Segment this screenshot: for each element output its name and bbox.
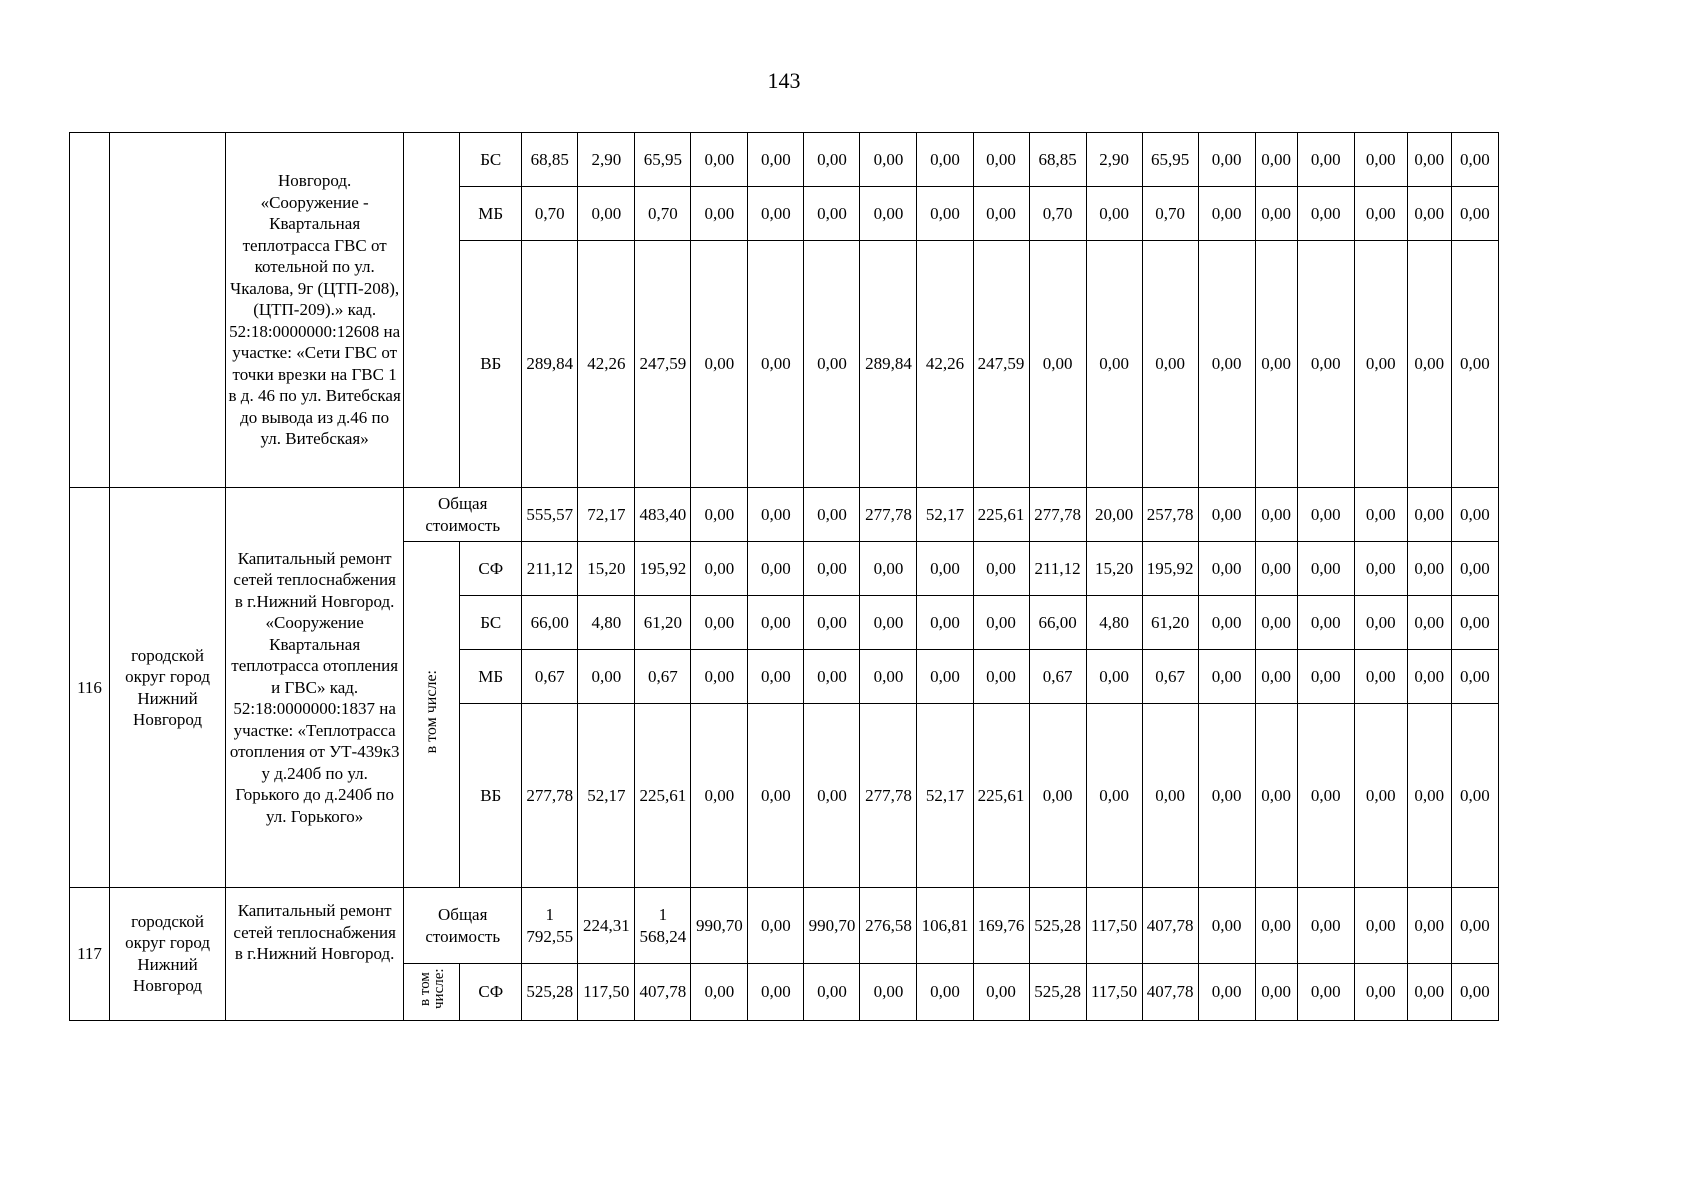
value-cell: 15,20 <box>1086 542 1142 596</box>
value-cell: 407,78 <box>1142 964 1198 1021</box>
value-cell: 0,00 <box>578 187 635 241</box>
total-value-cell: 257,78 <box>1142 488 1198 542</box>
value-cell: 0,00 <box>691 704 748 888</box>
value-cell: 0,00 <box>748 542 804 596</box>
value-cell: 247,59 <box>635 241 691 488</box>
value-cell: 0,00 <box>748 964 804 1021</box>
value-cell: 247,59 <box>973 241 1029 488</box>
value-cell: 2,90 <box>1086 133 1142 187</box>
total-value-cell: 555,57 <box>522 488 578 542</box>
row-number: 116 <box>70 488 110 888</box>
value-cell: 61,20 <box>1142 596 1198 650</box>
table-row <box>70 133 1499 187</box>
total-value-cell: 525,28 <box>1029 888 1086 964</box>
total-value-cell: 106,81 <box>917 888 973 964</box>
group-label-cell: в том числе: <box>404 542 460 888</box>
value-cell: 0,70 <box>1029 187 1086 241</box>
total-value-cell: 0,00 <box>1198 488 1255 542</box>
value-cell: 525,28 <box>1029 964 1086 1021</box>
funding-source-label: МБ <box>460 187 522 241</box>
total-value-cell: 0,00 <box>1451 488 1498 542</box>
value-cell: 0,00 <box>860 964 917 1021</box>
value-cell: 0,00 <box>1198 542 1255 596</box>
value-cell: 0,00 <box>1407 596 1451 650</box>
value-cell: 0,00 <box>748 241 804 488</box>
table-body <box>70 133 1499 1021</box>
total-value-cell: 0,00 <box>1407 488 1451 542</box>
budget-table <box>69 132 1499 1021</box>
value-cell: 0,00 <box>973 187 1029 241</box>
total-value-cell: 72,17 <box>578 488 635 542</box>
value-cell: 0,00 <box>1451 964 1498 1021</box>
value-cell: 0,00 <box>860 187 917 241</box>
value-cell: 65,95 <box>1142 133 1198 187</box>
value-cell: 0,00 <box>1407 704 1451 888</box>
value-cell: 277,78 <box>522 704 578 888</box>
value-cell: 0,70 <box>635 187 691 241</box>
total-value-cell: 0,00 <box>1354 888 1407 964</box>
total-cost-label: Общая стоимость <box>404 888 522 964</box>
value-cell: 0,00 <box>691 187 748 241</box>
value-cell: 211,12 <box>522 542 578 596</box>
total-value-cell: 407,78 <box>1142 888 1198 964</box>
value-cell: 0,00 <box>1451 241 1498 488</box>
value-cell: 0,00 <box>917 542 973 596</box>
value-cell: 0,00 <box>691 542 748 596</box>
value-cell: 4,80 <box>1086 596 1142 650</box>
value-cell: 52,17 <box>578 704 635 888</box>
object-description: Капитальный ремонт сетей теплоснабжения в г.Нижний Новгород. «Сооружение Квартальная теплотрасса отопления и ГВС» кад. 52:18:0000000:1837 на участке: «Теплотрасса отопления от УТ-439к3 у д.240б по ул. Горького до д.240б по ул. Горького» <box>226 488 404 888</box>
total-value-cell: 169,76 <box>973 888 1029 964</box>
value-cell: 0,00 <box>1255 133 1297 187</box>
funding-source-label: ВБ <box>460 704 522 888</box>
value-cell: 0,00 <box>691 596 748 650</box>
value-cell: 0,00 <box>1198 187 1255 241</box>
value-cell: 0,00 <box>1297 187 1354 241</box>
total-value-cell: 0,00 <box>1451 888 1498 964</box>
value-cell: 0,00 <box>691 133 748 187</box>
value-cell: 0,00 <box>860 542 917 596</box>
value-cell: 66,00 <box>1029 596 1086 650</box>
funding-source-label: ВБ <box>460 241 522 488</box>
value-cell: 0,00 <box>1297 241 1354 488</box>
total-value-cell: 277,78 <box>1029 488 1086 542</box>
value-cell: 0,00 <box>1255 650 1297 704</box>
value-cell: 0,00 <box>804 596 860 650</box>
total-value-cell: 117,50 <box>1086 888 1142 964</box>
value-cell: 289,84 <box>860 241 917 488</box>
total-value-cell: 990,70 <box>804 888 860 964</box>
value-cell: 407,78 <box>635 964 691 1021</box>
value-cell: 0,00 <box>1451 650 1498 704</box>
total-value-cell: 225,61 <box>973 488 1029 542</box>
value-cell: 0,00 <box>748 650 804 704</box>
value-cell: 0,70 <box>522 187 578 241</box>
total-value-cell: 52,17 <box>917 488 973 542</box>
value-cell: 0,00 <box>1297 133 1354 187</box>
value-cell: 66,00 <box>522 596 578 650</box>
value-cell: 0,00 <box>1255 187 1297 241</box>
value-cell: 0,00 <box>1451 133 1498 187</box>
value-cell: 0,00 <box>804 542 860 596</box>
value-cell: 0,00 <box>1297 964 1354 1021</box>
value-cell: 277,78 <box>860 704 917 888</box>
total-value-cell: 1 792,55 <box>522 888 578 964</box>
value-cell: 0,00 <box>748 187 804 241</box>
value-cell: 0,00 <box>1086 241 1142 488</box>
value-cell: 0,00 <box>1451 187 1498 241</box>
total-value-cell: 224,31 <box>578 888 635 964</box>
value-cell: 0,00 <box>1297 542 1354 596</box>
total-value-cell: 0,00 <box>804 488 860 542</box>
value-cell: 0,00 <box>860 133 917 187</box>
value-cell: 0,00 <box>1354 650 1407 704</box>
total-value-cell: 0,00 <box>1198 888 1255 964</box>
page-number: 143 <box>767 68 801 93</box>
value-cell: 15,20 <box>578 542 635 596</box>
funding-source-label: СФ <box>460 542 522 596</box>
value-cell: 0,00 <box>1198 241 1255 488</box>
value-cell: 0,00 <box>1297 596 1354 650</box>
value-cell: 117,50 <box>1086 964 1142 1021</box>
value-cell: 225,61 <box>635 704 691 888</box>
value-cell: 4,80 <box>578 596 635 650</box>
total-value-cell: 0,00 <box>1297 488 1354 542</box>
value-cell: 0,00 <box>917 187 973 241</box>
value-cell: 0,00 <box>1255 596 1297 650</box>
total-value-cell: 0,00 <box>1354 488 1407 542</box>
value-cell: 195,92 <box>1142 542 1198 596</box>
value-cell: 0,00 <box>804 133 860 187</box>
value-cell: 211,12 <box>1029 542 1086 596</box>
value-cell: 0,00 <box>1451 542 1498 596</box>
value-cell: 0,00 <box>1198 704 1255 888</box>
total-cost-label: Общая стоимость <box>404 488 522 542</box>
value-cell: 0,00 <box>917 596 973 650</box>
value-cell: 0,00 <box>1086 187 1142 241</box>
value-cell: 0,00 <box>578 650 635 704</box>
value-cell: 0,67 <box>1029 650 1086 704</box>
value-cell: 0,00 <box>1354 542 1407 596</box>
value-cell: 0,00 <box>804 704 860 888</box>
value-cell: 0,00 <box>748 704 804 888</box>
value-cell: 0,00 <box>1255 704 1297 888</box>
group-label-cell <box>404 133 460 488</box>
total-value-cell: 1 568,24 <box>635 888 691 964</box>
value-cell: 0,00 <box>973 596 1029 650</box>
value-cell: 0,00 <box>917 964 973 1021</box>
value-cell: 0,00 <box>1451 596 1498 650</box>
total-value-cell: 20,00 <box>1086 488 1142 542</box>
table-row <box>70 488 1499 542</box>
value-cell: 0,00 <box>1029 241 1086 488</box>
group-label-cell: в том числе: <box>404 964 460 1021</box>
value-cell: 225,61 <box>973 704 1029 888</box>
value-cell: 0,00 <box>1451 704 1498 888</box>
value-cell: 42,26 <box>917 241 973 488</box>
value-cell: 0,00 <box>917 650 973 704</box>
value-cell: 0,00 <box>860 650 917 704</box>
total-value-cell: 276,58 <box>860 888 917 964</box>
value-cell: 0,00 <box>1297 650 1354 704</box>
total-value-cell: 0,00 <box>748 488 804 542</box>
total-value-cell: 0,00 <box>748 888 804 964</box>
object-description: Новгород. «Сооружение - Квартальная теплотрасса ГВС от котельной по ул. Чкалова, 9г (ЦТП-208), (ЦТП-209).» кад. 52:18:0000000:12608 на участке: «Сети ГВС от точки врезки на ГВС 1 в д. 46 по ул. Витебская до вывода из д.46 по ул. Витебская» <box>226 133 404 488</box>
value-cell: 0,00 <box>1297 704 1354 888</box>
value-cell: 0,00 <box>973 542 1029 596</box>
value-cell: 0,00 <box>1407 964 1451 1021</box>
value-cell: 52,17 <box>917 704 973 888</box>
value-cell: 0,70 <box>1142 187 1198 241</box>
value-cell: 0,00 <box>691 241 748 488</box>
value-cell: 0,00 <box>804 241 860 488</box>
total-value-cell: 0,00 <box>1255 488 1297 542</box>
value-cell: 0,00 <box>1407 542 1451 596</box>
value-cell: 195,92 <box>635 542 691 596</box>
total-value-cell: 0,00 <box>1297 888 1354 964</box>
value-cell: 0,67 <box>522 650 578 704</box>
value-cell: 0,67 <box>635 650 691 704</box>
value-cell: 0,00 <box>1198 596 1255 650</box>
value-cell: 0,00 <box>1407 241 1451 488</box>
municipality-cell <box>110 133 226 488</box>
total-value-cell: 483,40 <box>635 488 691 542</box>
funding-source-label: МБ <box>460 650 522 704</box>
value-cell: 0,00 <box>1142 241 1198 488</box>
value-cell: 0,00 <box>691 964 748 1021</box>
value-cell: 0,00 <box>973 650 1029 704</box>
value-cell: 0,00 <box>1198 133 1255 187</box>
value-cell: 68,85 <box>522 133 578 187</box>
value-cell: 0,00 <box>748 133 804 187</box>
value-cell: 0,00 <box>1354 964 1407 1021</box>
value-cell: 0,67 <box>1142 650 1198 704</box>
value-cell: 0,00 <box>1407 650 1451 704</box>
value-cell: 0,00 <box>1198 964 1255 1021</box>
table-row <box>70 888 1499 964</box>
total-value-cell: 0,00 <box>691 488 748 542</box>
value-cell: 0,00 <box>1142 704 1198 888</box>
municipality-cell: городской округ город Нижний Новгород <box>110 488 226 888</box>
value-cell: 61,20 <box>635 596 691 650</box>
value-cell: 0,00 <box>1029 704 1086 888</box>
value-cell: 0,00 <box>1354 133 1407 187</box>
row-number <box>70 133 110 488</box>
value-cell: 0,00 <box>973 964 1029 1021</box>
total-value-cell: 0,00 <box>1407 888 1451 964</box>
value-cell: 525,28 <box>522 964 578 1021</box>
value-cell: 0,00 <box>1086 650 1142 704</box>
value-cell: 0,00 <box>1354 704 1407 888</box>
value-cell: 2,90 <box>578 133 635 187</box>
value-cell: 0,00 <box>1407 187 1451 241</box>
value-cell: 42,26 <box>578 241 635 488</box>
value-cell: 0,00 <box>1407 133 1451 187</box>
value-cell: 0,00 <box>748 596 804 650</box>
value-cell: 0,00 <box>804 650 860 704</box>
total-value-cell: 277,78 <box>860 488 917 542</box>
value-cell: 0,00 <box>804 187 860 241</box>
object-description: Капитальный ремонт сетей теплоснабжения в г.Нижний Новгород. <box>226 888 404 1021</box>
value-cell: 0,00 <box>973 133 1029 187</box>
value-cell: 0,00 <box>1354 241 1407 488</box>
value-cell: 0,00 <box>1086 704 1142 888</box>
funding-source-label: БС <box>460 133 522 187</box>
value-cell: 117,50 <box>578 964 635 1021</box>
value-cell: 0,00 <box>917 133 973 187</box>
value-cell: 65,95 <box>635 133 691 187</box>
total-value-cell: 0,00 <box>1255 888 1297 964</box>
funding-source-label: СФ <box>460 964 522 1021</box>
municipality-cell: городской округ город Нижний Новгород <box>110 888 226 1021</box>
value-cell: 0,00 <box>804 964 860 1021</box>
value-cell: 0,00 <box>1255 964 1297 1021</box>
funding-source-label: БС <box>460 596 522 650</box>
value-cell: 0,00 <box>1255 542 1297 596</box>
value-cell: 0,00 <box>1255 241 1297 488</box>
value-cell: 68,85 <box>1029 133 1086 187</box>
value-cell: 0,00 <box>1354 596 1407 650</box>
value-cell: 0,00 <box>1198 650 1255 704</box>
value-cell: 0,00 <box>860 596 917 650</box>
value-cell: 0,00 <box>691 650 748 704</box>
row-number: 117 <box>70 888 110 1021</box>
total-value-cell: 990,70 <box>691 888 748 964</box>
value-cell: 289,84 <box>522 241 578 488</box>
value-cell: 0,00 <box>1354 187 1407 241</box>
